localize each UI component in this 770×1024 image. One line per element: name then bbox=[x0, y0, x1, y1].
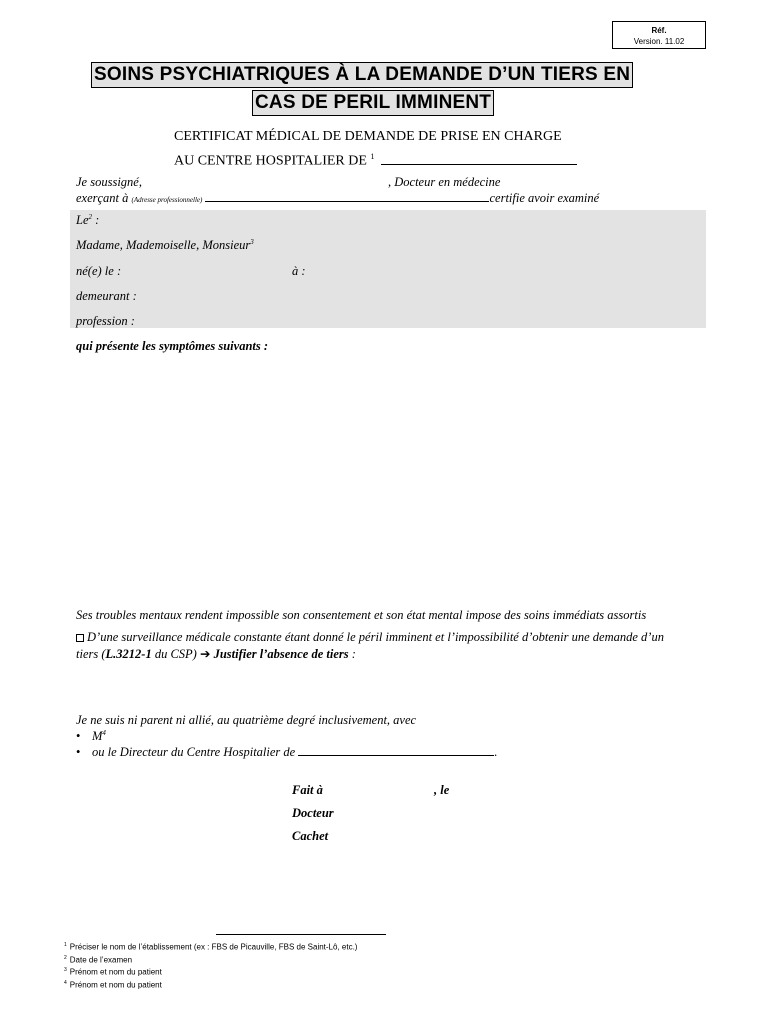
justifier-colon: : bbox=[348, 647, 356, 661]
bullet-icon: • bbox=[76, 745, 81, 759]
exercant-label: exerçant à bbox=[76, 191, 129, 205]
version-label: Version. 11.02 bbox=[633, 37, 685, 46]
soussigne-label: Je soussigné, bbox=[76, 175, 142, 189]
footnote-separator bbox=[216, 934, 386, 935]
justifier-text: Justifier l’absence de tiers bbox=[210, 647, 349, 661]
ne-le-label: né(e) le : bbox=[76, 264, 122, 278]
footnote-ref-4: 4 bbox=[102, 729, 106, 737]
exam-date-line bbox=[76, 213, 99, 228]
tiers-text: tiers ( bbox=[76, 647, 106, 661]
civilite-line bbox=[76, 238, 254, 253]
docteur-signature-label: Docteur bbox=[292, 806, 334, 820]
parent-statement: Je ne suis ni parent ni allié, au quatrième degré inclusivement, avec bbox=[76, 713, 417, 727]
le-label: Le bbox=[76, 213, 89, 228]
exercant-line bbox=[76, 191, 599, 206]
document-title-line1: SOINS PSYCHIATRIQUES À LA DEMANDE D’UN TIERS EN bbox=[91, 62, 633, 88]
symptoms-field[interactable] bbox=[70, 356, 706, 596]
article-ref: L.3212-1 bbox=[105, 647, 152, 661]
civilite-label: Madame, Mademoiselle, Monsieur bbox=[76, 238, 251, 253]
director-hospital-field[interactable] bbox=[298, 755, 494, 756]
hospital-label: AU CENTRE HOSPITALIER DE bbox=[174, 153, 367, 169]
docteur-label: , Docteur en médecine bbox=[388, 175, 501, 189]
reference-box bbox=[612, 21, 706, 49]
footnote-ref-2: 2 bbox=[88, 213, 92, 221]
parent-item2-end: . bbox=[494, 745, 498, 759]
date-label: , le bbox=[434, 783, 450, 797]
hospital-name-field[interactable] bbox=[381, 164, 577, 165]
cachet-label: Cachet bbox=[292, 829, 329, 843]
ref-label: Réf. bbox=[651, 26, 667, 35]
document-title-line2: CAS DE PERIL IMMINENT bbox=[252, 90, 494, 116]
surveillance-checkbox[interactable] bbox=[76, 634, 84, 642]
parent-item-1 bbox=[76, 729, 106, 744]
patient-info-band bbox=[70, 210, 706, 328]
hospital-line bbox=[174, 152, 577, 170]
symptomes-heading: qui présente les symptômes suivants : bbox=[76, 339, 269, 353]
parent-item1-label: M bbox=[92, 729, 103, 744]
surveillance-text: D’une surveillance médicale constante étant donné le péril imminent et l’impossibilité d’obtenir une demande d’un bbox=[87, 630, 664, 644]
certificate-subtitle: CERTIFICAT MÉDICAL DE DEMANDE DE PRISE EN CHARGE bbox=[174, 129, 562, 144]
footnote: $^3$ Prénom et nom du patient bbox=[64, 967, 162, 977]
arrow-icon: ➔ bbox=[199, 647, 211, 661]
le-colon: : bbox=[92, 213, 100, 228]
address-field[interactable] bbox=[205, 201, 489, 202]
surveillance-line2 bbox=[76, 646, 356, 662]
footnote: $^4$ Prénom et nom du patient bbox=[64, 979, 162, 990]
parent-item2-label: ou le Directeur du Centre Hospitalier de bbox=[92, 745, 296, 759]
demeurant-label: demeurant : bbox=[76, 289, 137, 303]
profession-label: profession : bbox=[76, 314, 135, 328]
birthplace-label: à : bbox=[292, 264, 306, 278]
parent-item-2 bbox=[76, 745, 497, 760]
footnote: $^1$ Préciser le nom de l’établissement (ex : FBS de Picauville, FBS de Saint-Lô, etc.) bbox=[64, 942, 358, 952]
footnote-ref-3: 3 bbox=[250, 238, 254, 246]
footnote-ref-1: 1 bbox=[370, 152, 375, 161]
footnote: $^2$ Date de l’examen bbox=[64, 954, 133, 965]
certifie-label: certifie avoir examiné bbox=[489, 191, 600, 205]
footnotes bbox=[64, 940, 357, 991]
troubles-statement: Ses troubles mentaux rendent impossible son consentement et son état mental impose des soins immédiats assortis bbox=[76, 608, 647, 622]
bullet-icon: • bbox=[76, 729, 81, 744]
fait-a-label: Fait à bbox=[292, 783, 323, 797]
csp-text: du CSP) bbox=[151, 647, 200, 661]
adresse-hint: (Adresse professionnelle) bbox=[131, 196, 203, 204]
surveillance-line1 bbox=[76, 630, 664, 645]
